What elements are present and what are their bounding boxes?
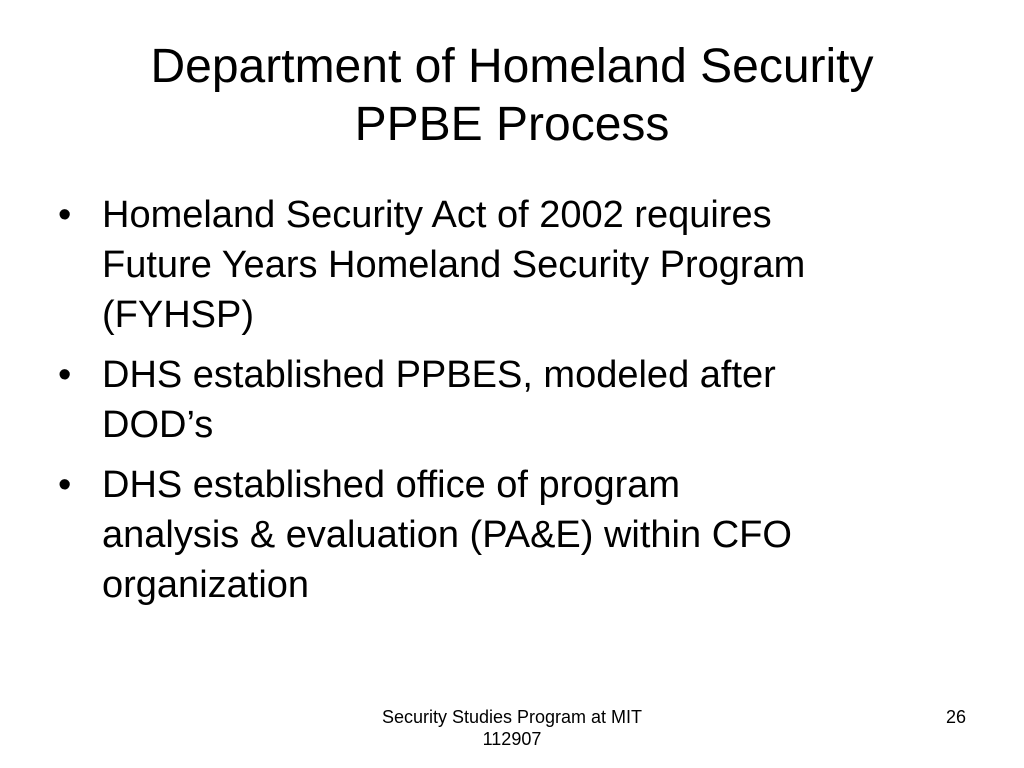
page-number: 26 [945, 707, 966, 727]
slide-footer [312, 706, 712, 750]
bullet-3-line-2: analysis & evaluation (PA&E) within CFO [102, 514, 792, 556]
bullet-list [56, 190, 976, 620]
bullet-marker: • [58, 464, 72, 506]
footer-line-1: Security Studies Program at MIT [381, 707, 643, 727]
bullet-item-1 [56, 190, 976, 340]
bullet-3-line-3: organization [102, 564, 310, 606]
bullet-2-line-1: DHS established PPBES, modeled after [102, 354, 776, 396]
slide-title-line-2: PPBE Process [354, 98, 670, 151]
bullet-text-3 [102, 460, 976, 610]
bullet-marker: • [58, 194, 72, 236]
bullet-item-2 [56, 350, 976, 450]
bullet-marker: • [58, 354, 72, 396]
bullet-text-1 [102, 190, 976, 340]
bullet-3-line-1: DHS established office of program [102, 464, 681, 506]
footer-line-2: 112907 [482, 729, 542, 749]
slide-title [40, 38, 984, 154]
bullet-item-3 [56, 460, 976, 610]
bullet-2-line-2: DOD’s [102, 404, 214, 446]
bullet-text-2 [102, 350, 976, 450]
bullet-1-line-1: Homeland Security Act of 2002 requires [102, 194, 772, 236]
slide-title-line-1: Department of Homeland Security [150, 40, 874, 93]
bullet-1-line-2: Future Years Homeland Security Program [102, 244, 806, 286]
bullet-1-line-3: (FYHSP) [102, 294, 254, 336]
